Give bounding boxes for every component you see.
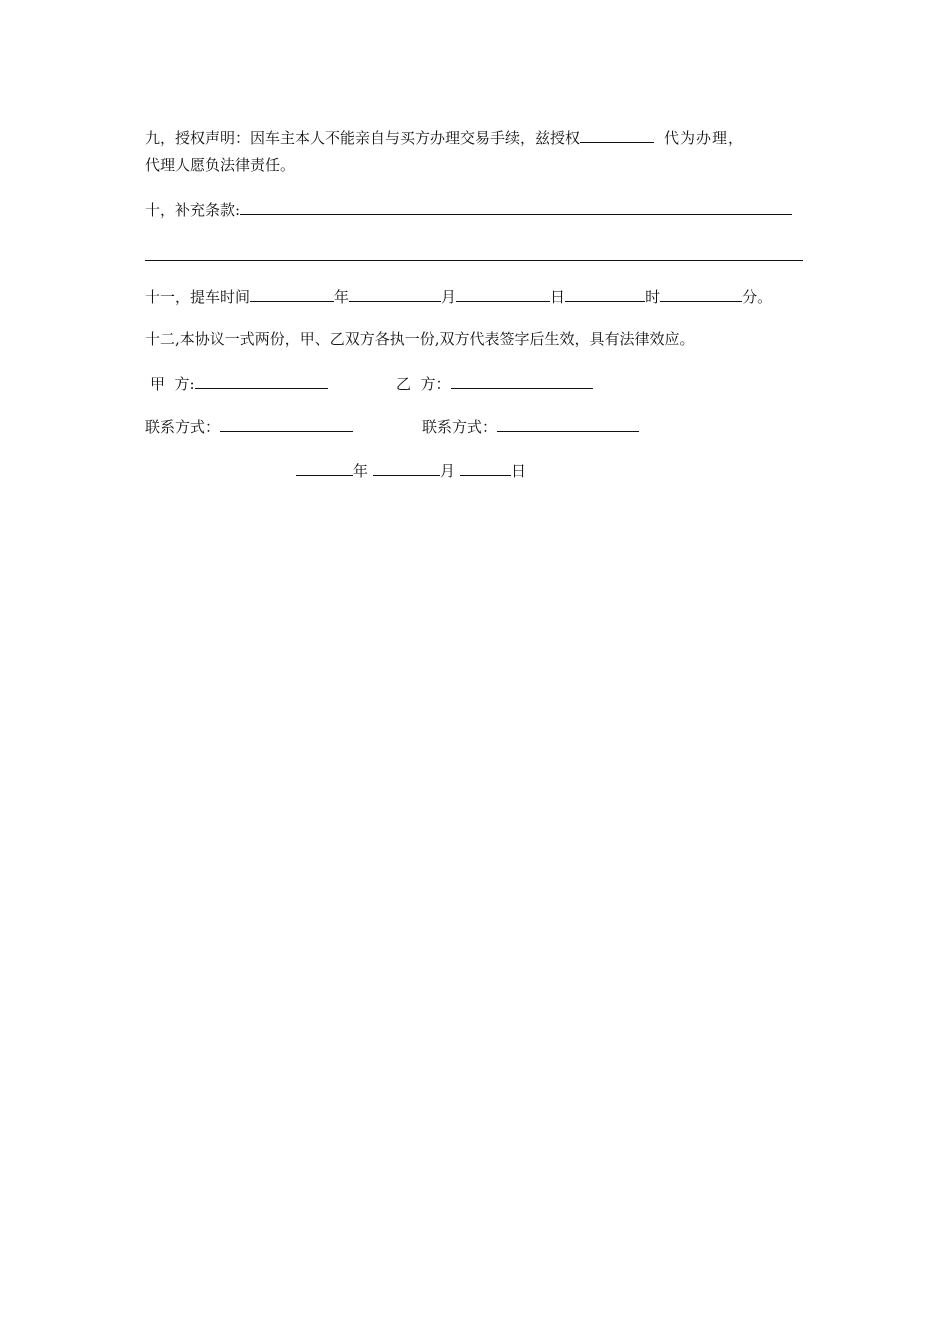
clause-11-line xyxy=(145,286,772,307)
clause-10-label: 十，补充条款: xyxy=(145,201,241,219)
party-a-line xyxy=(150,373,328,394)
pickup-year-label: 年 xyxy=(334,288,350,306)
clause-10-line xyxy=(145,199,792,220)
party-b-line xyxy=(396,373,593,394)
signing-year-label: 年 xyxy=(353,462,369,480)
clause-9-line-2 xyxy=(145,155,295,175)
pickup-day-label: 日 xyxy=(550,288,566,306)
clause-9-text: 九，授权声明：因车主本人不能亲自与买方办理交易手续，兹授权 xyxy=(145,129,581,147)
contact-a-line xyxy=(145,416,353,437)
pickup-day-blank[interactable] xyxy=(456,286,550,302)
party-a-signature-blank[interactable] xyxy=(195,373,328,389)
clause-10-continuation-line xyxy=(145,245,803,266)
signing-month-label: 月 xyxy=(440,462,456,480)
party-b-signature-blank[interactable] xyxy=(451,373,593,389)
clause-9-continuation: 代理人愿负法律责任。 xyxy=(145,156,296,174)
supplementary-terms-blank[interactable] xyxy=(240,199,792,215)
authorized-agent-blank[interactable] xyxy=(580,127,654,143)
contact-b-label: 联系方式： xyxy=(422,418,498,436)
pickup-minute-label: 分。 xyxy=(742,288,773,306)
pickup-hour-label: 时 xyxy=(645,288,661,306)
pickup-year-blank[interactable] xyxy=(250,286,334,302)
clause-12-text: 十二,本协议一式两份，甲、乙双方各执一份,双方代表签字后生效，具有法律效应。 xyxy=(145,330,695,348)
signing-month-blank[interactable] xyxy=(373,460,440,476)
party-a-label: 甲 方: xyxy=(150,375,195,393)
clause-12-line xyxy=(145,329,695,349)
clause-9-line-1 xyxy=(145,127,744,148)
contact-a-label: 联系方式： xyxy=(145,418,221,436)
party-b-label: 乙 方： xyxy=(396,375,451,393)
contact-b-blank[interactable] xyxy=(497,416,639,432)
pickup-time-label: 十一，提车时间 xyxy=(145,288,251,306)
pickup-hour-blank[interactable] xyxy=(565,286,645,302)
pickup-minute-blank[interactable] xyxy=(660,286,742,302)
signing-year-blank[interactable] xyxy=(296,460,353,476)
signing-day-label: 日 xyxy=(511,462,527,480)
pickup-month-label: 月 xyxy=(441,288,457,306)
clause-9-suffix: 代为办理， xyxy=(664,129,745,147)
supplementary-terms-blank-2[interactable] xyxy=(145,245,803,261)
signing-date-line xyxy=(296,460,526,481)
pickup-month-blank[interactable] xyxy=(349,286,441,302)
contact-b-line xyxy=(422,416,639,437)
contact-a-blank[interactable] xyxy=(220,416,353,432)
signing-day-blank[interactable] xyxy=(460,460,511,476)
